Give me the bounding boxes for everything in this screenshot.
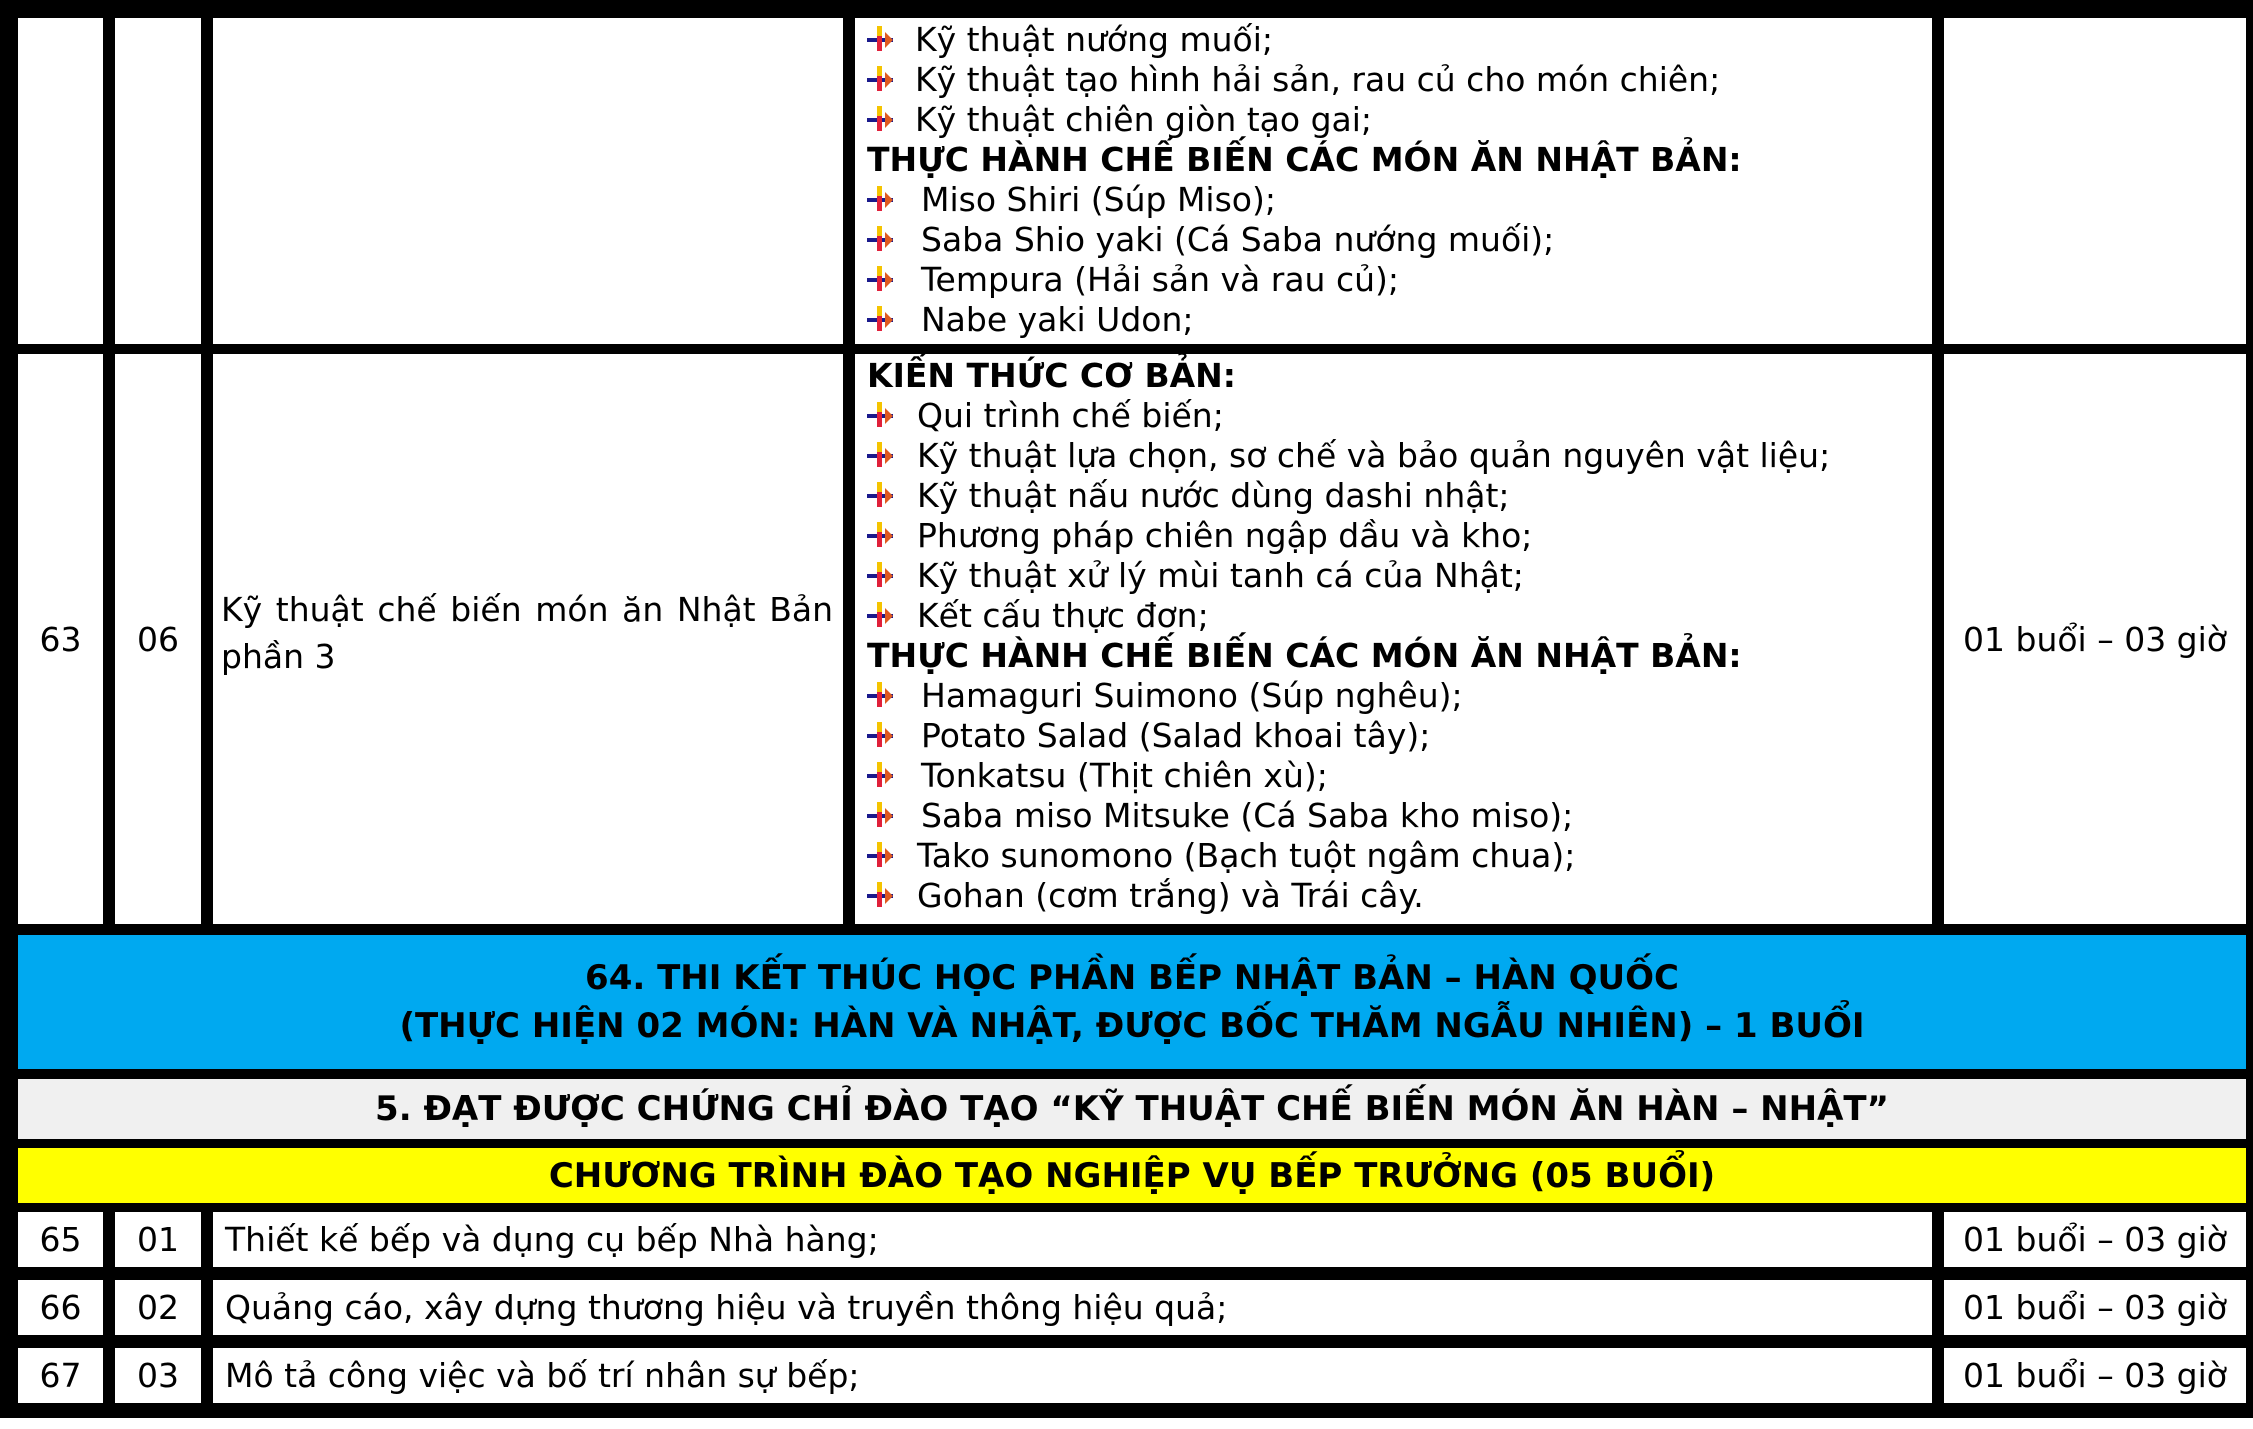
arrow-bullet-icon — [865, 264, 893, 292]
cell-top-title — [213, 18, 843, 344]
certificate-banner — [18, 1079, 2246, 1139]
arrow-bullet-icon — [865, 184, 893, 212]
list-item: Saba miso Mitsuke (Cá Saba kho miso); — [921, 796, 1574, 835]
arrow-bullet-icon — [865, 880, 893, 908]
list-item: Kỹ thuật tạo hình hải sản, rau củ cho món chiên; — [915, 60, 1721, 99]
arrow-bullet-icon — [865, 440, 893, 468]
arrow-bullet-icon — [865, 680, 893, 708]
cell-lesson — [115, 354, 201, 924]
duration-value: 01 buổi – 03 giờ — [1963, 1356, 2227, 1395]
exam-banner-line: (THỰC HIỆN 02 MÓN: HÀN VÀ NHẬT, ĐƯỢC BỐC THĂM NGẪU NHIÊN) – 1 BUỔI — [399, 1006, 1865, 1046]
arrow-bullet-icon — [865, 24, 893, 52]
arrow-bullet-icon — [865, 800, 893, 828]
lesson-value: 06 — [137, 619, 179, 659]
cell-top-duration — [1944, 18, 2246, 344]
lesson-title-line: Kỹ thuật chế biến món ăn Nhật Bản — [221, 590, 833, 629]
cell-content — [213, 1280, 1932, 1335]
stt-value: 66 — [39, 1288, 82, 1327]
cell-top-stt — [18, 18, 103, 344]
arrow-bullet-icon — [865, 400, 893, 428]
cell-content — [213, 1212, 1932, 1267]
list-item: Hamaguri Suimono (Súp nghêu); — [921, 676, 1463, 715]
arrow-bullet-icon — [865, 480, 893, 508]
cell-duration — [1944, 354, 2246, 924]
list-item: Qui trình chế biến; — [917, 396, 1224, 435]
stt-value: 63 — [39, 619, 82, 659]
list-item: Kỹ thuật nướng muối; — [915, 20, 1273, 59]
cell-top-lesson — [115, 18, 201, 344]
duration-value: 01 buổi – 03 giờ — [1963, 1220, 2227, 1259]
duration-value: 01 buổi – 03 giờ — [1963, 619, 2227, 659]
arrow-bullet-icon — [865, 224, 893, 252]
cell-stt — [18, 354, 103, 924]
arrow-bullet-icon — [865, 104, 893, 132]
cell-title — [213, 354, 843, 924]
stt-value: 67 — [39, 1356, 82, 1395]
cell-stt — [18, 1212, 103, 1267]
row-content: Mô tả công việc và bố trí nhân sự bếp; — [225, 1356, 860, 1395]
cell-stt — [18, 1348, 103, 1403]
arrow-bullet-icon — [865, 760, 893, 788]
exam-banner-line: 64. THI KẾT THÚC HỌC PHẦN BẾP NHẬT BẢN – HÀN QUỐC — [585, 958, 1679, 998]
list-item: Kỹ thuật xử lý mùi tanh cá của Nhật; — [917, 556, 1524, 595]
cell-stt — [18, 1280, 103, 1335]
list-item: Saba Shio yaki (Cá Saba nướng muối); — [921, 220, 1555, 259]
certificate-banner-text: 5. ĐẠT ĐƯỢC CHỨNG CHỈ ĐÀO TẠO “KỸ THUẬT CHẾ BIẾN MÓN ĂN HÀN – NHẬT” — [375, 1089, 1889, 1129]
list-item: Kỹ thuật chiên giòn tạo gai; — [915, 100, 1373, 139]
cell-content — [855, 354, 1932, 924]
arrow-bullet-icon — [865, 600, 893, 628]
arrow-bullet-icon — [865, 840, 893, 868]
arrow-bullet-icon — [865, 720, 893, 748]
section-heading: KIẾN THỨC CƠ BẢN: — [867, 356, 1236, 395]
program-banner-text: CHƯƠNG TRÌNH ĐÀO TẠO NGHIỆP VỤ BẾP TRƯỞNG (05 BUỔI) — [548, 1155, 1716, 1196]
row-content: Thiết kế bếp và dụng cụ bếp Nhà hàng; — [225, 1220, 879, 1259]
cell-lesson — [115, 1212, 201, 1267]
list-item: Tempura (Hải sản và rau củ); — [921, 260, 1400, 299]
arrow-bullet-icon — [865, 304, 893, 332]
exam-banner — [18, 935, 2246, 1069]
lesson-value: 03 — [137, 1356, 179, 1395]
lesson-value: 01 — [137, 1220, 179, 1259]
list-item: Phương pháp chiên ngập dầu và kho; — [917, 516, 1533, 555]
list-item: Gohan (cơm trắng) và Trái cây. — [917, 876, 1424, 915]
cell-duration — [1944, 1212, 2246, 1267]
section-heading: THỰC HÀNH CHẾ BIẾN CÁC MÓN ĂN NHẬT BẢN: — [867, 140, 1742, 179]
cell-content — [213, 1348, 1932, 1403]
cell-top-content — [855, 18, 1932, 344]
list-item: Tonkatsu (Thịt chiên xù); — [921, 756, 1328, 795]
page-bottom-margin — [0, 1418, 2253, 1429]
program-banner — [18, 1148, 2246, 1203]
arrow-bullet-icon — [865, 64, 893, 92]
cell-lesson — [115, 1280, 201, 1335]
arrow-bullet-icon — [865, 520, 893, 548]
list-item: Kỹ thuật lựa chọn, sơ chế và bảo quản nguyên vật liệu; — [917, 436, 1831, 475]
list-item: Kết cấu thực đơn; — [917, 596, 1209, 635]
list-item: Potato Salad (Salad khoai tây); — [921, 716, 1431, 755]
cell-duration — [1944, 1348, 2246, 1403]
row-content: Quảng cáo, xây dựng thương hiệu và truyền thông hiệu quả; — [225, 1288, 1228, 1327]
stt-value: 65 — [39, 1220, 82, 1259]
lesson-title-line: phần 3 — [221, 637, 336, 676]
section-heading: THỰC HÀNH CHẾ BIẾN CÁC MÓN ĂN NHẬT BẢN: — [867, 636, 1742, 675]
list-item: Kỹ thuật nấu nước dùng dashi nhật; — [917, 476, 1510, 515]
duration-value: 01 buổi – 03 giờ — [1963, 1288, 2227, 1327]
lesson-value: 02 — [137, 1288, 179, 1327]
list-item: Tako sunomono (Bạch tuột ngâm chua); — [917, 836, 1576, 875]
list-item: Miso Shiri (Súp Miso); — [921, 180, 1276, 219]
list-item: Nabe yaki Udon; — [921, 300, 1194, 339]
cell-duration — [1944, 1280, 2246, 1335]
arrow-bullet-icon — [865, 560, 893, 588]
cell-lesson — [115, 1348, 201, 1403]
